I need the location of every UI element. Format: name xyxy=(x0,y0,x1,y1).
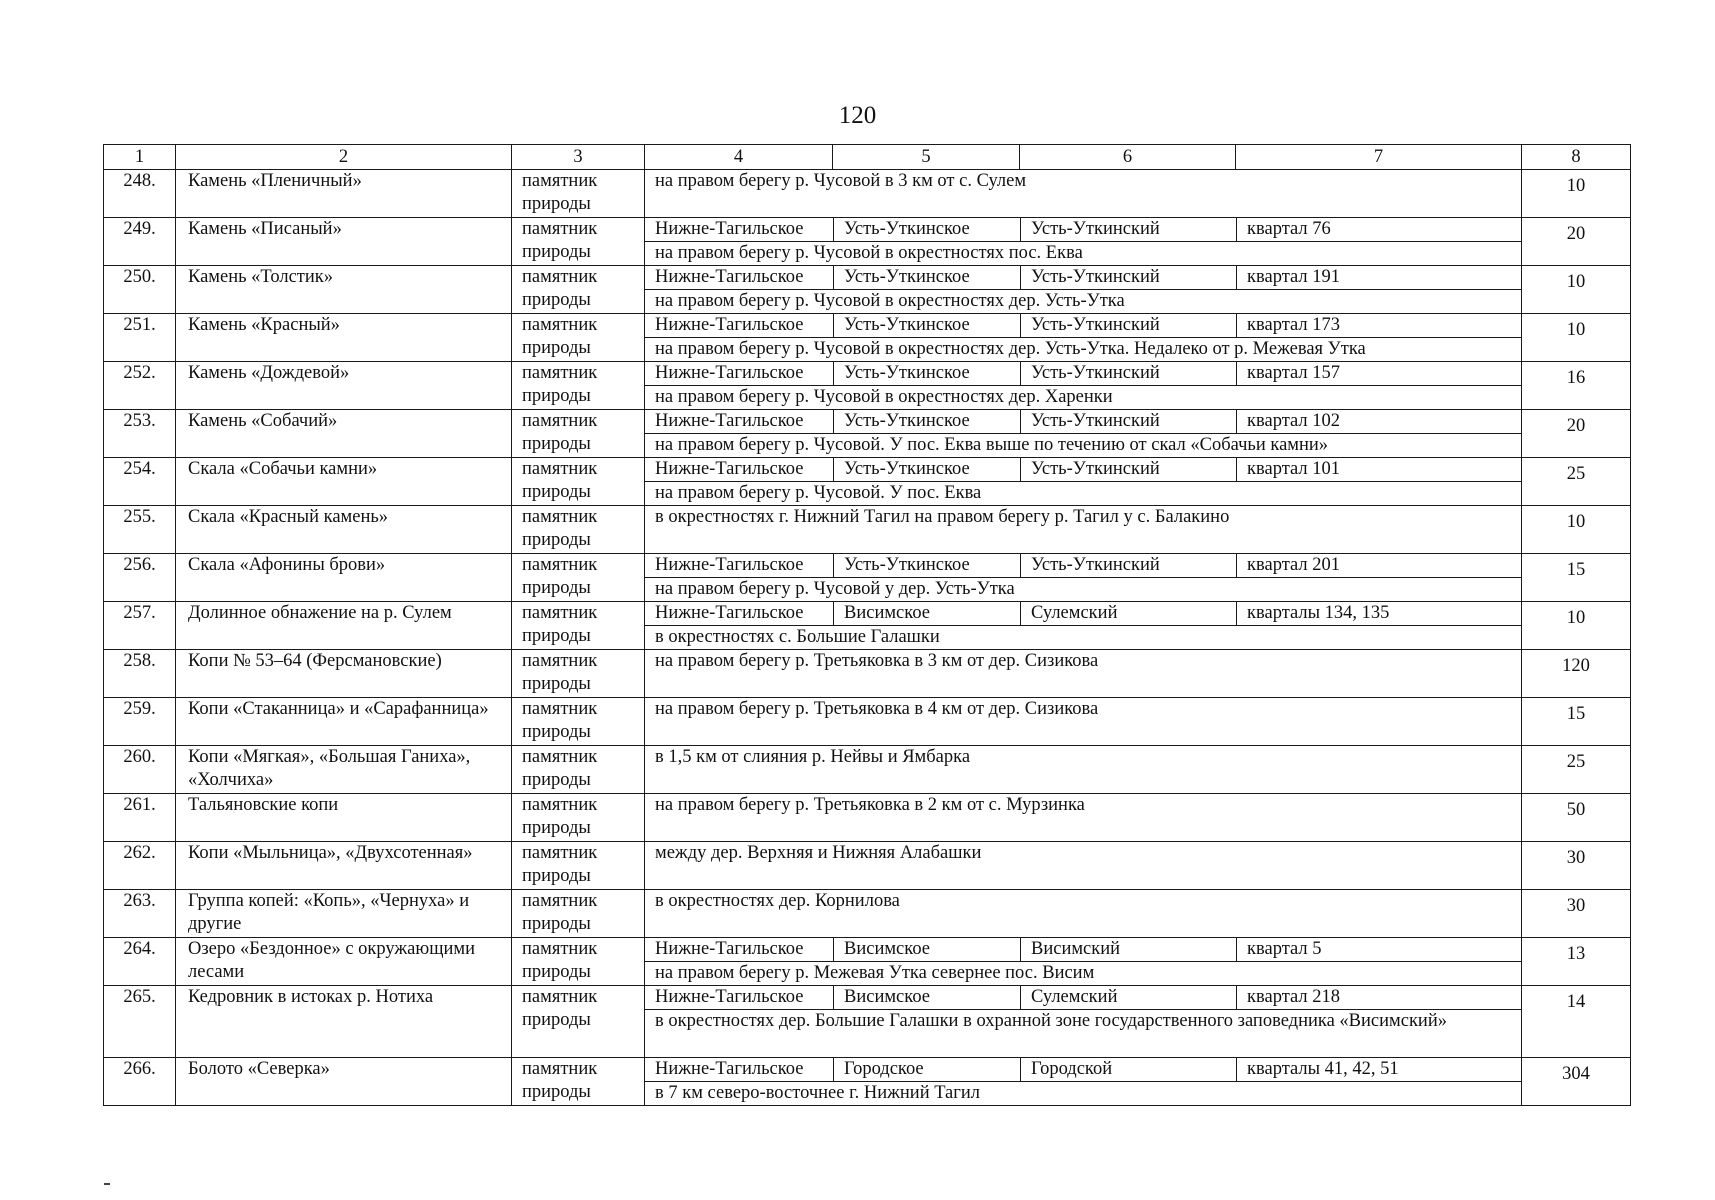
forestry: Нижне-Тагильское xyxy=(645,938,833,962)
area-value: 120 xyxy=(1522,650,1631,698)
area-value: 16 xyxy=(1522,362,1631,410)
col-header-3: 3 xyxy=(512,145,645,170)
location-description: на правом берегу р. Третьяковка в 4 км от дер. Сизикова xyxy=(655,699,1099,719)
location-cell xyxy=(645,554,1522,602)
object-name: Тальяновские копи xyxy=(176,794,512,842)
subdistrict-forestry: Сулемский xyxy=(1020,986,1236,1010)
location-description: между дер. Верхняя и Нижняя Алабашки xyxy=(655,843,982,863)
area-value: 20 xyxy=(1522,410,1631,458)
location-cell xyxy=(645,362,1522,410)
location-description: в окрестностях с. Большие Галашки xyxy=(655,627,940,647)
table-row xyxy=(104,602,1631,650)
object-name: Камень «Красный» xyxy=(176,314,512,362)
object-type: памятник природы xyxy=(512,314,645,362)
table-row xyxy=(104,794,1631,842)
subdistrict-forestry: Усть-Уткинский xyxy=(1020,554,1236,578)
table-row xyxy=(104,362,1631,410)
subdistrict-forestry: Усть-Уткинский xyxy=(1020,266,1236,290)
location-cell xyxy=(645,938,1522,986)
object-name: Камень «Пленичный» xyxy=(176,170,512,218)
area-value: 15 xyxy=(1522,554,1631,602)
object-type: памятник природы xyxy=(512,458,645,506)
row-number: 249. xyxy=(104,218,176,266)
subdistrict-forestry: Городской xyxy=(1020,1058,1236,1082)
forest-address xyxy=(645,602,1521,626)
row-number: 261. xyxy=(104,794,176,842)
table-row xyxy=(104,458,1631,506)
col-header-1: 1 xyxy=(104,145,176,170)
district-forestry: Висимское xyxy=(833,986,1020,1010)
location-description: в 7 км северо-восточнее г. Нижний Тагил xyxy=(655,1083,980,1103)
forest-address xyxy=(645,554,1521,578)
row-number: 254. xyxy=(104,458,176,506)
table-row xyxy=(104,506,1631,554)
quarter: кварталы 41, 42, 51 xyxy=(1236,1058,1521,1082)
row-number: 264. xyxy=(104,938,176,986)
quarter: квартал 76 xyxy=(1236,218,1521,242)
area-value: 25 xyxy=(1522,746,1631,794)
forestry: Нижне-Тагильское xyxy=(645,218,833,242)
col-header-7: 7 xyxy=(1236,145,1522,170)
location-description: на правом берегу р. Третьяковка в 2 км от с. Мурзинка xyxy=(655,795,1085,815)
district-forestry: Усть-Уткинское xyxy=(833,218,1020,242)
object-type: памятник природы xyxy=(512,362,645,410)
location-cell xyxy=(645,986,1522,1058)
location-description: на правом берегу р. Чусовой в окрестностях пос. Еква xyxy=(655,243,1083,263)
location-description: на правом берегу р. Третьяковка в 3 км от дер. Сизикова xyxy=(655,651,1099,671)
page-number: 120 xyxy=(838,102,877,129)
quarter: квартал 101 xyxy=(1236,458,1521,482)
location-description: на правом берегу р. Чусовой. У пос. Еква выше по течению от скал «Собачьи камни» xyxy=(655,435,1329,455)
table-row xyxy=(104,410,1631,458)
table-row xyxy=(104,554,1631,602)
subdistrict-forestry: Усть-Уткинский xyxy=(1020,362,1236,386)
table-row xyxy=(104,938,1631,986)
col-header-2: 2 xyxy=(176,145,512,170)
forest-address xyxy=(645,266,1521,290)
table-row xyxy=(104,218,1631,266)
forest-address xyxy=(645,314,1521,338)
col-header-6: 6 xyxy=(1020,145,1236,170)
table-body xyxy=(104,170,1631,1106)
location-description: на правом берегу р. Чусовой в окрестностях дер. Харенки xyxy=(655,387,1113,407)
location-description: на правом берегу р. Чусовой в окрестностях дер. Усть-Утка. Недалеко от р. Межевая Утка xyxy=(655,339,1366,359)
area-value: 10 xyxy=(1522,602,1631,650)
subdistrict-forestry: Усть-Уткинский xyxy=(1020,458,1236,482)
row-number: 263. xyxy=(104,890,176,938)
object-name: Скала «Афонины брови» xyxy=(176,554,512,602)
area-value: 10 xyxy=(1522,170,1631,218)
forestry: Нижне-Тагильское xyxy=(645,554,833,578)
forest-address xyxy=(645,938,1521,962)
quarter: квартал 102 xyxy=(1236,410,1521,434)
object-type: памятник природы xyxy=(512,698,645,746)
quarter: квартал 201 xyxy=(1236,554,1521,578)
area-value: 14 xyxy=(1522,986,1631,1058)
location-cell xyxy=(645,602,1522,650)
location-cell xyxy=(645,506,1522,554)
district-forestry: Усть-Уткинское xyxy=(833,362,1020,386)
row-number: 255. xyxy=(104,506,176,554)
location-cell xyxy=(645,458,1522,506)
table-row xyxy=(104,698,1631,746)
area-value: 20 xyxy=(1522,218,1631,266)
natural-monuments-table xyxy=(103,144,1631,1106)
quarter: квартал 218 xyxy=(1236,986,1521,1010)
district-forestry: Усть-Уткинское xyxy=(833,266,1020,290)
quarter: квартал 5 xyxy=(1236,938,1521,962)
row-number: 259. xyxy=(104,698,176,746)
forestry: Нижне-Тагильское xyxy=(645,602,833,626)
forest-address xyxy=(645,362,1521,386)
location-description: на правом берегу р. Чусовой в 3 км от с. Сулем xyxy=(655,171,1027,191)
object-name: Копи № 53–64 (Ферсмановские) xyxy=(176,650,512,698)
object-name: Камень «Собачий» xyxy=(176,410,512,458)
row-number: 260. xyxy=(104,746,176,794)
location-description: на правом берегу р. Чусовой у дер. Усть-Утка xyxy=(655,579,1015,599)
object-type: памятник природы xyxy=(512,938,645,986)
district-forestry: Усть-Уткинское xyxy=(833,554,1020,578)
forest-address xyxy=(645,986,1521,1010)
table-row xyxy=(104,746,1631,794)
area-value: 10 xyxy=(1522,314,1631,362)
district-forestry: Городское xyxy=(833,1058,1020,1082)
row-number: 266. xyxy=(104,1058,176,1106)
object-type: памятник природы xyxy=(512,650,645,698)
forestry: Нижне-Тагильское xyxy=(645,362,833,386)
quarter: квартал 157 xyxy=(1236,362,1521,386)
subdistrict-forestry: Усть-Уткинский xyxy=(1020,410,1236,434)
object-type: памятник природы xyxy=(512,506,645,554)
forestry: Нижне-Тагильское xyxy=(645,458,833,482)
forest-address xyxy=(645,458,1521,482)
location-description: в окрестностях дер. Корнилова xyxy=(655,891,900,911)
object-name: Скала «Собачьи камни» xyxy=(176,458,512,506)
area-value: 15 xyxy=(1522,698,1631,746)
subdistrict-forestry: Висимский xyxy=(1020,938,1236,962)
location-cell xyxy=(645,170,1522,218)
object-type: памятник природы xyxy=(512,602,645,650)
subdistrict-forestry: Усть-Уткинский xyxy=(1020,314,1236,338)
row-number: 250. xyxy=(104,266,176,314)
row-number: 257. xyxy=(104,602,176,650)
row-number: 262. xyxy=(104,842,176,890)
col-header-5: 5 xyxy=(833,145,1020,170)
object-name: Долинное обнажение на р. Сулем xyxy=(176,602,512,650)
location-description: на правом берегу р. Чусовой. У пос. Еква xyxy=(655,483,982,503)
object-type: памятник природы xyxy=(512,218,645,266)
forestry: Нижне-Тагильское xyxy=(645,266,833,290)
table-row xyxy=(104,890,1631,938)
object-name: Копи «Стаканница» и «Сарафанница» xyxy=(176,698,512,746)
location-cell xyxy=(645,842,1522,890)
area-value: 30 xyxy=(1522,842,1631,890)
object-type: памятник природы xyxy=(512,410,645,458)
location-cell xyxy=(645,410,1522,458)
table-row xyxy=(104,986,1631,1058)
location-description: в 1,5 км от слияния р. Нейвы и Ямбарка xyxy=(655,747,971,767)
forestry: Нижне-Тагильское xyxy=(645,410,833,434)
row-number: 248. xyxy=(104,170,176,218)
object-type: памятник природы xyxy=(512,746,645,794)
forestry: Нижне-Тагильское xyxy=(645,1058,833,1082)
table-row xyxy=(104,1058,1631,1106)
forestry: Нижне-Тагильское xyxy=(645,314,833,338)
object-name: Камень «Толстик» xyxy=(176,266,512,314)
forest-address xyxy=(645,218,1521,242)
location-cell xyxy=(645,314,1522,362)
area-value: 304 xyxy=(1522,1058,1631,1106)
subdistrict-forestry: Усть-Уткинский xyxy=(1020,218,1236,242)
area-value: 50 xyxy=(1522,794,1631,842)
margin-mark xyxy=(104,1183,110,1185)
location-cell xyxy=(645,266,1522,314)
object-type: памятник природы xyxy=(512,554,645,602)
object-name: Группа копей: «Копь», «Чернуха» и другие xyxy=(176,890,512,938)
location-cell xyxy=(645,1058,1522,1106)
location-cell xyxy=(645,650,1522,698)
area-value: 30 xyxy=(1522,890,1631,938)
col-header-4: 4 xyxy=(645,145,833,170)
row-number: 252. xyxy=(104,362,176,410)
location-description: на правом берегу р. Межевая Утка севернее пос. Висим xyxy=(655,963,1095,983)
object-name: Болото «Северка» xyxy=(176,1058,512,1106)
row-number: 258. xyxy=(104,650,176,698)
object-type: памятник природы xyxy=(512,1058,645,1106)
object-name: Копи «Мыльница», «Двухсотенная» xyxy=(176,842,512,890)
row-number: 256. xyxy=(104,554,176,602)
row-number: 251. xyxy=(104,314,176,362)
forest-address xyxy=(645,410,1521,434)
object-name: Копи «Мягкая», «Большая Ганиха», «Холчиха» xyxy=(176,746,512,794)
quarter: квартал 173 xyxy=(1236,314,1521,338)
table-row xyxy=(104,170,1631,218)
forest-address xyxy=(645,1058,1521,1082)
district-forestry: Висимское xyxy=(833,938,1020,962)
location-cell xyxy=(645,890,1522,938)
quarter: кварталы 134, 135 xyxy=(1236,602,1521,626)
object-name: Кедровник в истоках р. Нотиха xyxy=(176,986,512,1058)
table-row xyxy=(104,650,1631,698)
subdistrict-forestry: Сулемский xyxy=(1020,602,1236,626)
row-number: 265. xyxy=(104,986,176,1058)
forestry: Нижне-Тагильское xyxy=(645,986,833,1010)
district-forestry: Висимское xyxy=(833,602,1020,626)
area-value: 13 xyxy=(1522,938,1631,986)
location-cell xyxy=(645,746,1522,794)
object-name: Камень «Дождевой» xyxy=(176,362,512,410)
object-name: Скала «Красный камень» xyxy=(176,506,512,554)
district-forestry: Усть-Уткинское xyxy=(833,458,1020,482)
district-forestry: Усть-Уткинское xyxy=(833,314,1020,338)
object-type: памятник природы xyxy=(512,794,645,842)
row-number: 253. xyxy=(104,410,176,458)
area-value: 10 xyxy=(1522,506,1631,554)
object-type: памятник природы xyxy=(512,986,645,1058)
area-value: 10 xyxy=(1522,266,1631,314)
location-description: в окрестностях дер. Большие Галашки в охранной зоне государственного заповедника «Висимский» xyxy=(655,1011,1447,1031)
area-value: 25 xyxy=(1522,458,1631,506)
object-type: памятник природы xyxy=(512,266,645,314)
location-description: на правом берегу р. Чусовой в окрестностях дер. Усть-Утка xyxy=(655,291,1125,311)
quarter: квартал 191 xyxy=(1236,266,1521,290)
district-forestry: Усть-Уткинское xyxy=(833,410,1020,434)
object-name: Озеро «Бездонное» с окружающими лесами xyxy=(176,938,512,986)
table-row xyxy=(104,842,1631,890)
object-name: Камень «Писаный» xyxy=(176,218,512,266)
col-header-8: 8 xyxy=(1522,145,1631,170)
table-row xyxy=(104,266,1631,314)
location-cell xyxy=(645,794,1522,842)
location-description: в окрестностях г. Нижний Тагил на правом берегу р. Тагил у с. Балакино xyxy=(655,507,1230,527)
object-type: памятник природы xyxy=(512,842,645,890)
table-row xyxy=(104,314,1631,362)
object-type: памятник природы xyxy=(512,170,645,218)
column-number-header xyxy=(104,145,1631,170)
location-cell xyxy=(645,698,1522,746)
object-type: памятник природы xyxy=(512,890,645,938)
location-cell xyxy=(645,218,1522,266)
